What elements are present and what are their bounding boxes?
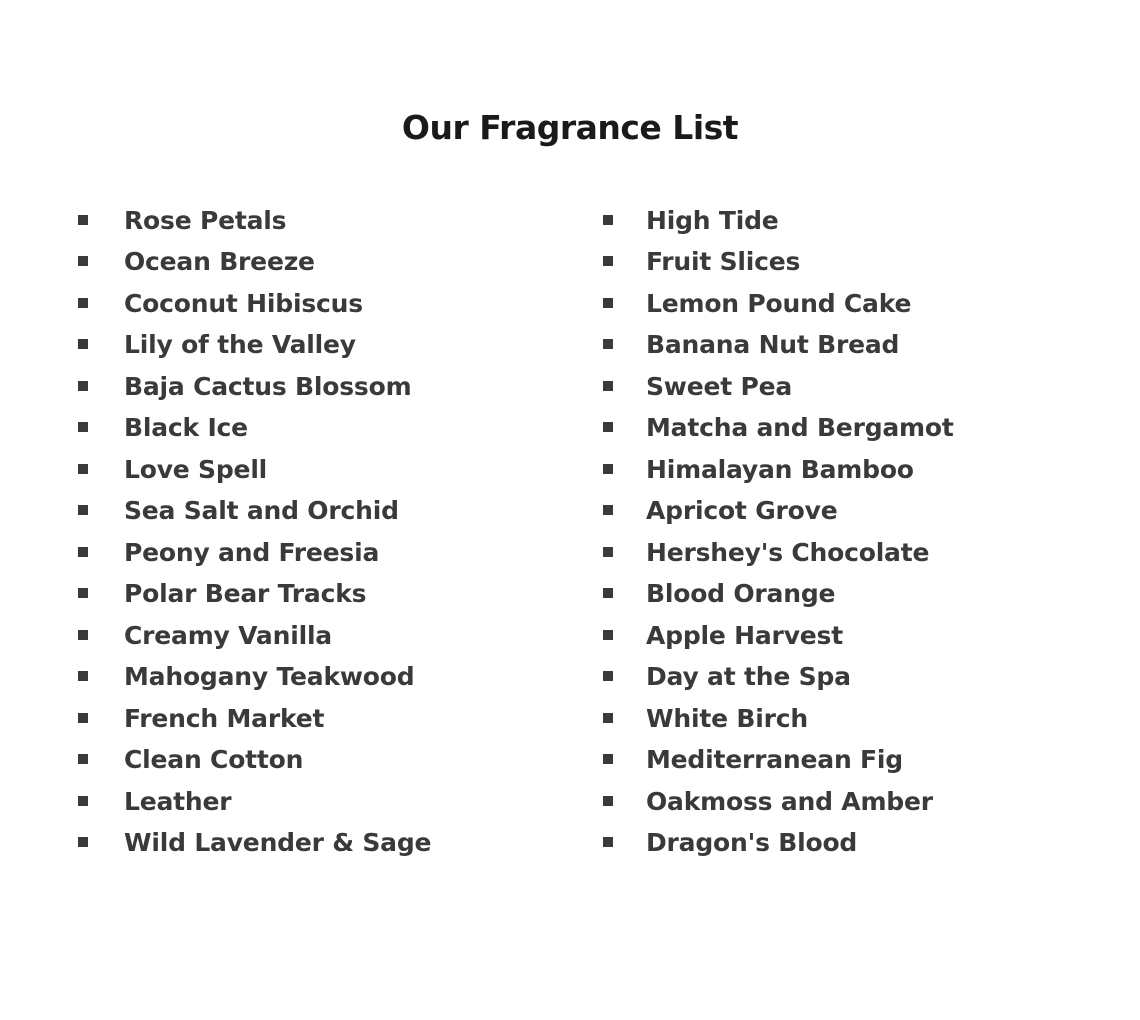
list-item[interactable] <box>603 204 1100 237</box>
square-bullet-icon <box>78 671 88 681</box>
list-item[interactable] <box>78 204 589 237</box>
square-bullet-icon <box>603 339 613 349</box>
fragrance-name: Himalayan Bamboo <box>646 454 914 484</box>
list-item[interactable] <box>78 494 589 527</box>
fragrance-name: Blood Orange <box>646 579 836 609</box>
list-item[interactable] <box>603 287 1100 320</box>
fragrance-name: Fruit Slices <box>646 247 801 277</box>
fragrance-name: Sweet Pea <box>646 371 793 401</box>
fragrance-name: French Market <box>124 703 325 733</box>
list-item[interactable] <box>78 328 589 361</box>
list-item[interactable] <box>78 577 589 610</box>
square-bullet-icon <box>603 547 613 557</box>
list-item[interactable] <box>78 536 589 569</box>
list-item[interactable] <box>603 619 1100 652</box>
fragrance-name: Apple Harvest <box>646 620 843 650</box>
square-bullet-icon <box>603 671 613 681</box>
square-bullet-icon <box>603 754 613 764</box>
fragrance-name: Polar Bear Tracks <box>124 579 367 609</box>
square-bullet-icon <box>603 796 613 806</box>
square-bullet-icon <box>78 754 88 764</box>
square-bullet-icon <box>603 713 613 723</box>
square-bullet-icon <box>78 422 88 432</box>
list-item[interactable] <box>78 370 589 403</box>
square-bullet-icon <box>78 298 88 308</box>
fragrance-name: Sea Salt and Orchid <box>124 496 399 526</box>
list-item[interactable] <box>78 411 589 444</box>
list-item[interactable] <box>78 619 589 652</box>
square-bullet-icon <box>78 713 88 723</box>
list-item[interactable] <box>603 785 1100 818</box>
list-item[interactable] <box>603 370 1100 403</box>
fragrance-name: Apricot Grove <box>646 496 838 526</box>
fragrance-name: White Birch <box>646 703 808 733</box>
fragrance-name: Wild Lavender & Sage <box>124 828 432 858</box>
square-bullet-icon <box>603 464 613 474</box>
square-bullet-icon <box>603 505 613 515</box>
square-bullet-icon <box>603 630 613 640</box>
list-item[interactable] <box>78 245 589 278</box>
list-item[interactable] <box>78 287 589 320</box>
list-item[interactable] <box>603 660 1100 693</box>
list-item[interactable] <box>603 826 1100 859</box>
list-item[interactable] <box>603 328 1100 361</box>
list-item[interactable] <box>603 245 1100 278</box>
right-column <box>589 204 1100 868</box>
list-item[interactable] <box>603 411 1100 444</box>
fragrance-name: Coconut Hibiscus <box>124 288 363 318</box>
fragrance-name: Baja Cactus Blossom <box>124 371 412 401</box>
list-item[interactable] <box>78 826 589 859</box>
fragrance-name: Hershey's Chocolate <box>646 537 930 567</box>
square-bullet-icon <box>603 422 613 432</box>
list-item[interactable] <box>78 743 589 776</box>
list-item[interactable] <box>78 660 589 693</box>
fragrance-name: Rose Petals <box>124 205 287 235</box>
fragrance-name: Clean Cotton <box>124 745 304 775</box>
fragrance-name: Mediterranean Fig <box>646 745 904 775</box>
square-bullet-icon <box>78 339 88 349</box>
square-bullet-icon <box>603 837 613 847</box>
fragrance-list-left <box>78 204 589 860</box>
list-item[interactable] <box>78 785 589 818</box>
square-bullet-icon <box>78 547 88 557</box>
list-item[interactable] <box>78 702 589 735</box>
left-column <box>78 204 589 868</box>
square-bullet-icon <box>78 505 88 515</box>
square-bullet-icon <box>603 381 613 391</box>
square-bullet-icon <box>78 215 88 225</box>
square-bullet-icon <box>603 256 613 266</box>
fragrance-name: Banana Nut Bread <box>646 330 900 360</box>
square-bullet-icon <box>603 298 613 308</box>
square-bullet-icon <box>78 796 88 806</box>
square-bullet-icon <box>603 588 613 598</box>
fragrance-name: Leather <box>124 786 232 816</box>
fragrance-name: Black Ice <box>124 413 248 443</box>
fragrance-name: Lemon Pound Cake <box>646 288 912 318</box>
fragrance-name: Peony and Freesia <box>124 537 380 567</box>
fragrance-name: Oakmoss and Amber <box>646 786 933 816</box>
fragrance-name: Lily of the Valley <box>124 330 356 360</box>
square-bullet-icon <box>78 630 88 640</box>
fragrance-list-right <box>603 204 1100 860</box>
fragrance-name: Mahogany Teakwood <box>124 662 415 692</box>
fragrance-name: Love Spell <box>124 454 268 484</box>
fragrance-name: Dragon's Blood <box>646 828 858 858</box>
list-item[interactable] <box>78 453 589 486</box>
list-item[interactable] <box>603 536 1100 569</box>
square-bullet-icon <box>603 215 613 225</box>
square-bullet-icon <box>78 464 88 474</box>
list-item[interactable] <box>603 453 1100 486</box>
fragrance-name: Day at the Spa <box>646 662 851 692</box>
list-item[interactable] <box>603 743 1100 776</box>
list-item[interactable] <box>603 577 1100 610</box>
square-bullet-icon <box>78 256 88 266</box>
square-bullet-icon <box>78 381 88 391</box>
square-bullet-icon <box>78 837 88 847</box>
fragrance-name: Ocean Breeze <box>124 247 315 277</box>
fragrance-name: High Tide <box>646 205 779 235</box>
page-title: Our Fragrance List <box>401 108 739 147</box>
list-item[interactable] <box>603 494 1100 527</box>
square-bullet-icon <box>78 588 88 598</box>
list-item[interactable] <box>603 702 1100 735</box>
fragrance-columns <box>0 204 1140 868</box>
fragrance-name: Matcha and Bergamot <box>646 413 954 443</box>
fragrance-name: Creamy Vanilla <box>124 620 332 650</box>
